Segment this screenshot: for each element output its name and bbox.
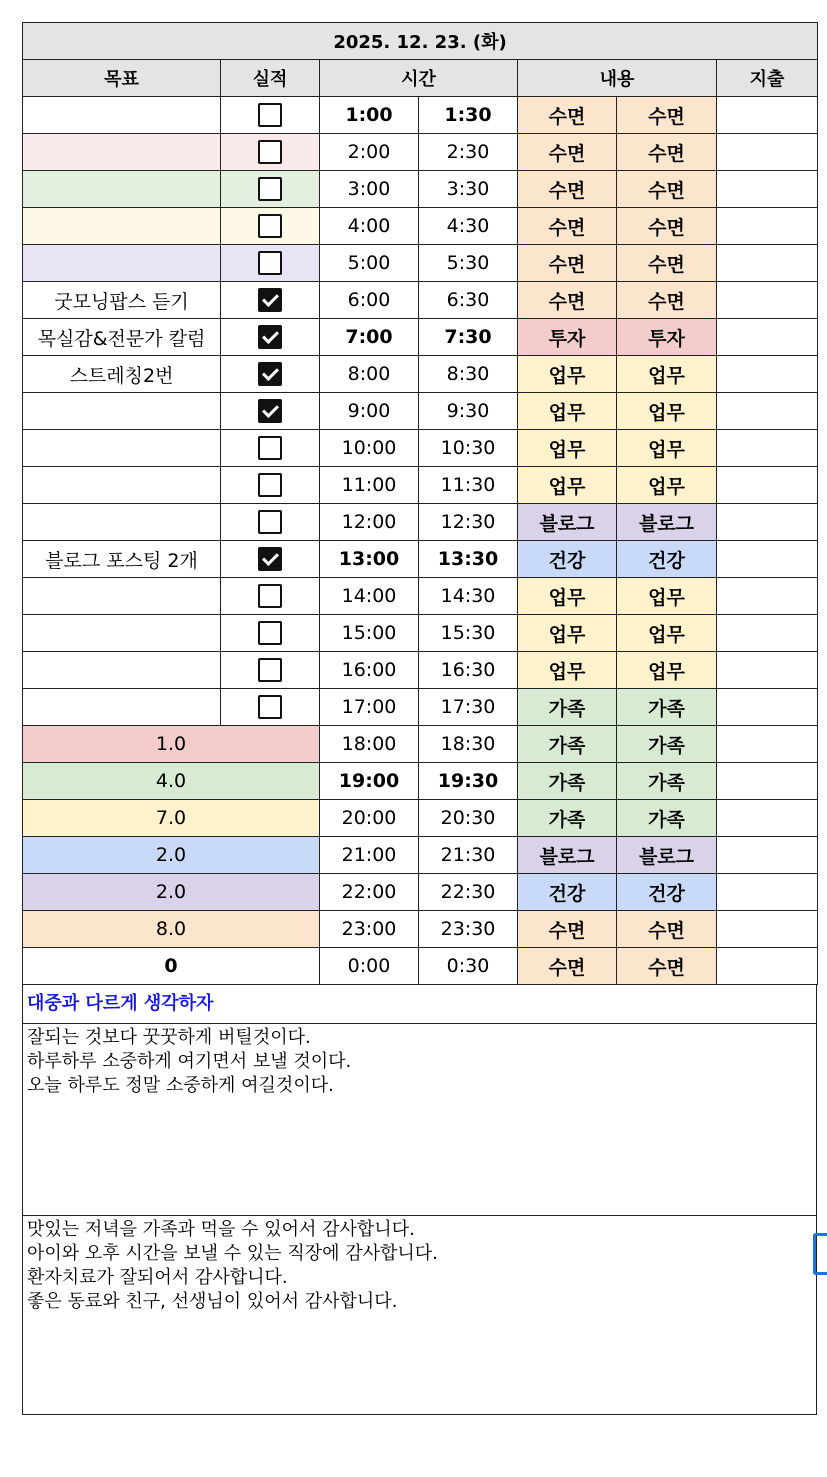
check-cell[interactable] [221,467,320,504]
gratitude-box[interactable] [23,1216,816,1414]
goal-cell[interactable]: 목실감&전문가 칼럼 [23,319,221,356]
time-cell[interactable]: 7:00 [320,319,419,356]
activity-cell[interactable]: 업무 [617,652,717,689]
activity-cell[interactable]: 블로그 [617,837,717,874]
goal-cell[interactable] [23,504,221,541]
time-row [23,356,818,393]
expense-cell[interactable] [717,319,818,356]
time-cell[interactable]: 20:00 [320,800,419,837]
time-row [23,689,818,726]
activity-cell[interactable]: 블로그 [518,504,617,541]
activity-cell[interactable]: 업무 [518,393,617,430]
activity-cell[interactable]: 수면 [518,911,617,948]
activity-cell[interactable]: 가족 [518,689,617,726]
checkbox-unchecked[interactable] [258,473,282,497]
time-cell[interactable]: 20:30 [419,800,518,837]
time-row [23,541,818,578]
check-cell[interactable] [221,504,320,541]
check-cell[interactable] [221,208,320,245]
activity-cell[interactable]: 업무 [617,430,717,467]
checkbox-unchecked[interactable] [258,584,282,608]
expense-cell[interactable] [717,171,818,208]
check-cell[interactable] [221,652,320,689]
time-cell[interactable]: 21:30 [419,837,518,874]
time-cell[interactable]: 16:00 [320,652,419,689]
goal-cell[interactable]: 스트레칭2번 [23,356,221,393]
time-row [23,615,818,652]
goal-cell[interactable] [23,134,221,171]
gratitude-line: 좋은 동료와 친구, 선생님이 있어서 감사합니다. [27,1291,398,1312]
expense-cell[interactable] [717,134,818,171]
date-title[interactable]: 2025. 12. 23. (화) [23,23,818,60]
time-row [23,245,818,282]
time-cell[interactable]: 13:00 [320,541,419,578]
time-cell[interactable]: 18:30 [419,726,518,763]
time-cell[interactable]: 8:00 [320,356,419,393]
check-cell[interactable] [221,171,320,208]
time-cell[interactable]: 19:30 [419,763,518,800]
time-cell[interactable]: 12:00 [320,504,419,541]
check-cell[interactable] [221,356,320,393]
check-cell[interactable] [221,578,320,615]
time-row [23,282,818,319]
expense-cell[interactable] [717,245,818,282]
activity-cell[interactable]: 업무 [518,467,617,504]
expense-cell[interactable] [717,208,818,245]
activity-cell[interactable]: 업무 [518,356,617,393]
time-cell[interactable]: 18:00 [320,726,419,763]
check-cell[interactable] [221,393,320,430]
time-cell[interactable]: 11:00 [320,467,419,504]
time-cell[interactable]: 1:00 [320,97,419,134]
time-row [23,911,818,948]
time-cell[interactable]: 13:30 [419,541,518,578]
activity-cell[interactable]: 업무 [617,467,717,504]
cell-selection-indicator [813,1233,827,1275]
activity-cell[interactable]: 업무 [518,578,617,615]
activity-cell[interactable]: 가족 [617,689,717,726]
header-content[interactable]: 내용 [518,60,717,97]
summary-cell[interactable]: 8.0 [23,911,320,948]
expense-cell[interactable] [717,504,818,541]
time-row [23,948,818,985]
activity-cell[interactable]: 업무 [617,356,717,393]
time-cell[interactable]: 5:30 [419,245,518,282]
time-row [23,578,818,615]
expense-cell[interactable] [717,430,818,467]
notes-section [22,985,817,1415]
header-time[interactable]: 시간 [320,60,518,97]
checkbox-checked[interactable] [258,362,282,386]
checkbox-unchecked[interactable] [258,436,282,460]
header-expense[interactable]: 지출 [717,60,818,97]
goal-cell[interactable] [23,652,221,689]
activity-cell[interactable]: 투자 [617,319,717,356]
time-row [23,208,818,245]
goal-cell[interactable] [23,430,221,467]
time-cell[interactable]: 23:00 [320,911,419,948]
checkbox-unchecked[interactable] [258,695,282,719]
activity-cell[interactable]: 수면 [617,245,717,282]
time-cell[interactable]: 6:30 [419,282,518,319]
summary-cell[interactable]: 2.0 [23,837,320,874]
time-cell[interactable]: 8:30 [419,356,518,393]
planner-sheet [22,22,817,1415]
expense-cell[interactable] [717,726,818,763]
time-row [23,504,818,541]
summary-cell[interactable]: 2.0 [23,874,320,911]
goal-cell[interactable] [23,171,221,208]
time-cell[interactable]: 10:30 [419,430,518,467]
checkbox-checked[interactable] [258,399,282,423]
time-cell[interactable]: 9:30 [419,393,518,430]
check-cell[interactable] [221,97,320,134]
goal-cell[interactable] [23,689,221,726]
activity-cell[interactable]: 수면 [617,282,717,319]
time-cell[interactable]: 23:30 [419,911,518,948]
time-row [23,800,818,837]
time-cell[interactable]: 0:00 [320,948,419,985]
time-row [23,319,818,356]
summary-cell[interactable]: 1.0 [23,726,320,763]
activity-cell[interactable]: 수면 [518,282,617,319]
check-cell[interactable] [221,134,320,171]
activity-cell[interactable]: 업무 [617,393,717,430]
check-cell[interactable] [221,282,320,319]
gratitude-line: 환자치료가 잘되어서 감사합니다. [27,1267,288,1288]
goal-cell[interactable]: 굿모닝팝스 듣기 [23,282,221,319]
activity-cell[interactable]: 수면 [518,171,617,208]
expense-cell[interactable] [717,652,818,689]
time-cell[interactable]: 4:30 [419,208,518,245]
activity-cell[interactable]: 업무 [617,578,717,615]
check-cell[interactable] [221,615,320,652]
expense-cell[interactable] [717,948,818,985]
time-row [23,97,818,134]
time-cell[interactable]: 1:30 [419,97,518,134]
time-cell[interactable]: 12:30 [419,504,518,541]
time-cell[interactable]: 7:30 [419,319,518,356]
expense-cell[interactable] [717,615,818,652]
time-cell[interactable]: 22:30 [419,874,518,911]
activity-cell[interactable]: 가족 [518,800,617,837]
activity-cell[interactable]: 건강 [518,541,617,578]
activity-cell[interactable]: 투자 [518,319,617,356]
activity-cell[interactable]: 업무 [617,615,717,652]
expense-cell[interactable] [717,874,818,911]
time-cell[interactable]: 16:30 [419,652,518,689]
activity-cell[interactable]: 수면 [617,948,717,985]
schedule-table [22,22,818,985]
goal-cell[interactable] [23,208,221,245]
checkbox-unchecked[interactable] [258,658,282,682]
activity-cell[interactable]: 수면 [617,134,717,171]
summary-cell[interactable]: 7.0 [23,800,320,837]
time-row [23,726,818,763]
activity-cell[interactable]: 수면 [617,911,717,948]
gratitude-line: 아이와 오후 시간을 보낼 수 있는 직장에 감사합니다. [27,1243,438,1264]
time-row [23,171,818,208]
time-cell[interactable]: 3:00 [320,171,419,208]
expense-cell[interactable] [717,689,818,726]
expense-cell[interactable] [717,541,818,578]
checkbox-checked[interactable] [258,547,282,571]
time-row [23,134,818,171]
time-row [23,393,818,430]
expense-cell[interactable] [717,356,818,393]
activity-cell[interactable]: 가족 [617,800,717,837]
time-cell[interactable]: 0:30 [419,948,518,985]
time-row [23,467,818,504]
gratitude-line: 맛있는 저녁을 가족과 먹을 수 있어서 감사합니다. [27,1219,415,1240]
activity-cell[interactable]: 수면 [518,134,617,171]
activity-cell[interactable]: 수면 [518,97,617,134]
expense-cell[interactable] [717,282,818,319]
activity-cell[interactable]: 블로그 [617,504,717,541]
activity-cell[interactable]: 가족 [518,726,617,763]
time-cell[interactable]: 14:30 [419,578,518,615]
time-cell[interactable]: 6:00 [320,282,419,319]
time-cell[interactable]: 21:00 [320,837,419,874]
time-cell[interactable]: 3:30 [419,171,518,208]
time-cell[interactable]: 22:00 [320,874,419,911]
time-cell[interactable]: 10:00 [320,430,419,467]
time-cell[interactable]: 17:30 [419,689,518,726]
time-cell[interactable]: 15:00 [320,615,419,652]
time-row [23,652,818,689]
activity-cell[interactable]: 가족 [617,726,717,763]
reflection-line: 오늘 하루도 정말 소중하게 여길것이다. [27,1075,334,1096]
reflection-box[interactable] [23,1024,816,1216]
goal-cell[interactable] [23,245,221,282]
time-cell[interactable]: 19:00 [320,763,419,800]
expense-cell[interactable] [717,578,818,615]
time-cell[interactable]: 17:00 [320,689,419,726]
activity-cell[interactable]: 건강 [518,874,617,911]
activity-cell[interactable]: 가족 [518,763,617,800]
time-cell[interactable]: 11:30 [419,467,518,504]
reflection-line: 잘되는 것보다 꿋꿋하게 버틸것이다. [27,1027,311,1048]
checkbox-unchecked[interactable] [258,510,282,534]
expense-cell[interactable] [717,467,818,504]
check-cell[interactable] [221,319,320,356]
time-row [23,837,818,874]
activity-cell[interactable]: 블로그 [518,837,617,874]
activity-cell[interactable]: 수면 [617,171,717,208]
time-row [23,763,818,800]
activity-cell[interactable]: 업무 [518,615,617,652]
check-cell[interactable] [221,430,320,467]
goal-cell[interactable] [23,467,221,504]
checkbox-unchecked[interactable] [258,214,282,238]
activity-cell[interactable]: 수면 [617,208,717,245]
motto-cell[interactable]: 대중과 다르게 생각하자 [23,985,816,1024]
expense-cell[interactable] [717,911,818,948]
checkbox-unchecked[interactable] [258,140,282,164]
checkbox-checked[interactable] [258,288,282,312]
activity-cell[interactable]: 수면 [518,208,617,245]
activity-cell[interactable]: 업무 [518,652,617,689]
checkbox-unchecked[interactable] [258,251,282,275]
activity-cell[interactable]: 수면 [518,245,617,282]
time-cell[interactable]: 15:30 [419,615,518,652]
summary-cell[interactable]: 4.0 [23,763,320,800]
activity-cell[interactable]: 가족 [617,763,717,800]
activity-cell[interactable]: 업무 [518,430,617,467]
expense-cell[interactable] [717,837,818,874]
activity-cell[interactable]: 수면 [617,97,717,134]
expense-cell[interactable] [717,393,818,430]
reflection-line: 하루하루 소중하게 여기면서 보낼 것이다. [27,1051,352,1072]
time-cell[interactable]: 9:00 [320,393,419,430]
goal-cell[interactable] [23,615,221,652]
checkbox-unchecked[interactable] [258,103,282,127]
time-row [23,874,818,911]
check-cell[interactable] [221,689,320,726]
goal-cell[interactable] [23,578,221,615]
time-cell[interactable]: 14:00 [320,578,419,615]
time-row [23,430,818,467]
goal-cell[interactable]: 블로그 포스팅 2개 [23,541,221,578]
checkbox-unchecked[interactable] [258,177,282,201]
goal-cell[interactable] [23,393,221,430]
header-goal[interactable]: 목표 [23,60,221,97]
checkbox-checked[interactable] [258,325,282,349]
header-done[interactable]: 실적 [221,60,320,97]
time-cell[interactable]: 2:30 [419,134,518,171]
time-cell[interactable]: 2:00 [320,134,419,171]
checkbox-unchecked[interactable] [258,621,282,645]
activity-cell[interactable]: 건강 [617,541,717,578]
expense-cell[interactable] [717,97,818,134]
summary-cell[interactable]: 0 [23,948,320,985]
time-cell[interactable]: 4:00 [320,208,419,245]
check-cell[interactable] [221,245,320,282]
activity-cell[interactable]: 건강 [617,874,717,911]
check-cell[interactable] [221,541,320,578]
goal-cell[interactable] [23,97,221,134]
activity-cell[interactable]: 수면 [518,948,617,985]
expense-cell[interactable] [717,800,818,837]
expense-cell[interactable] [717,763,818,800]
time-cell[interactable]: 5:00 [320,245,419,282]
